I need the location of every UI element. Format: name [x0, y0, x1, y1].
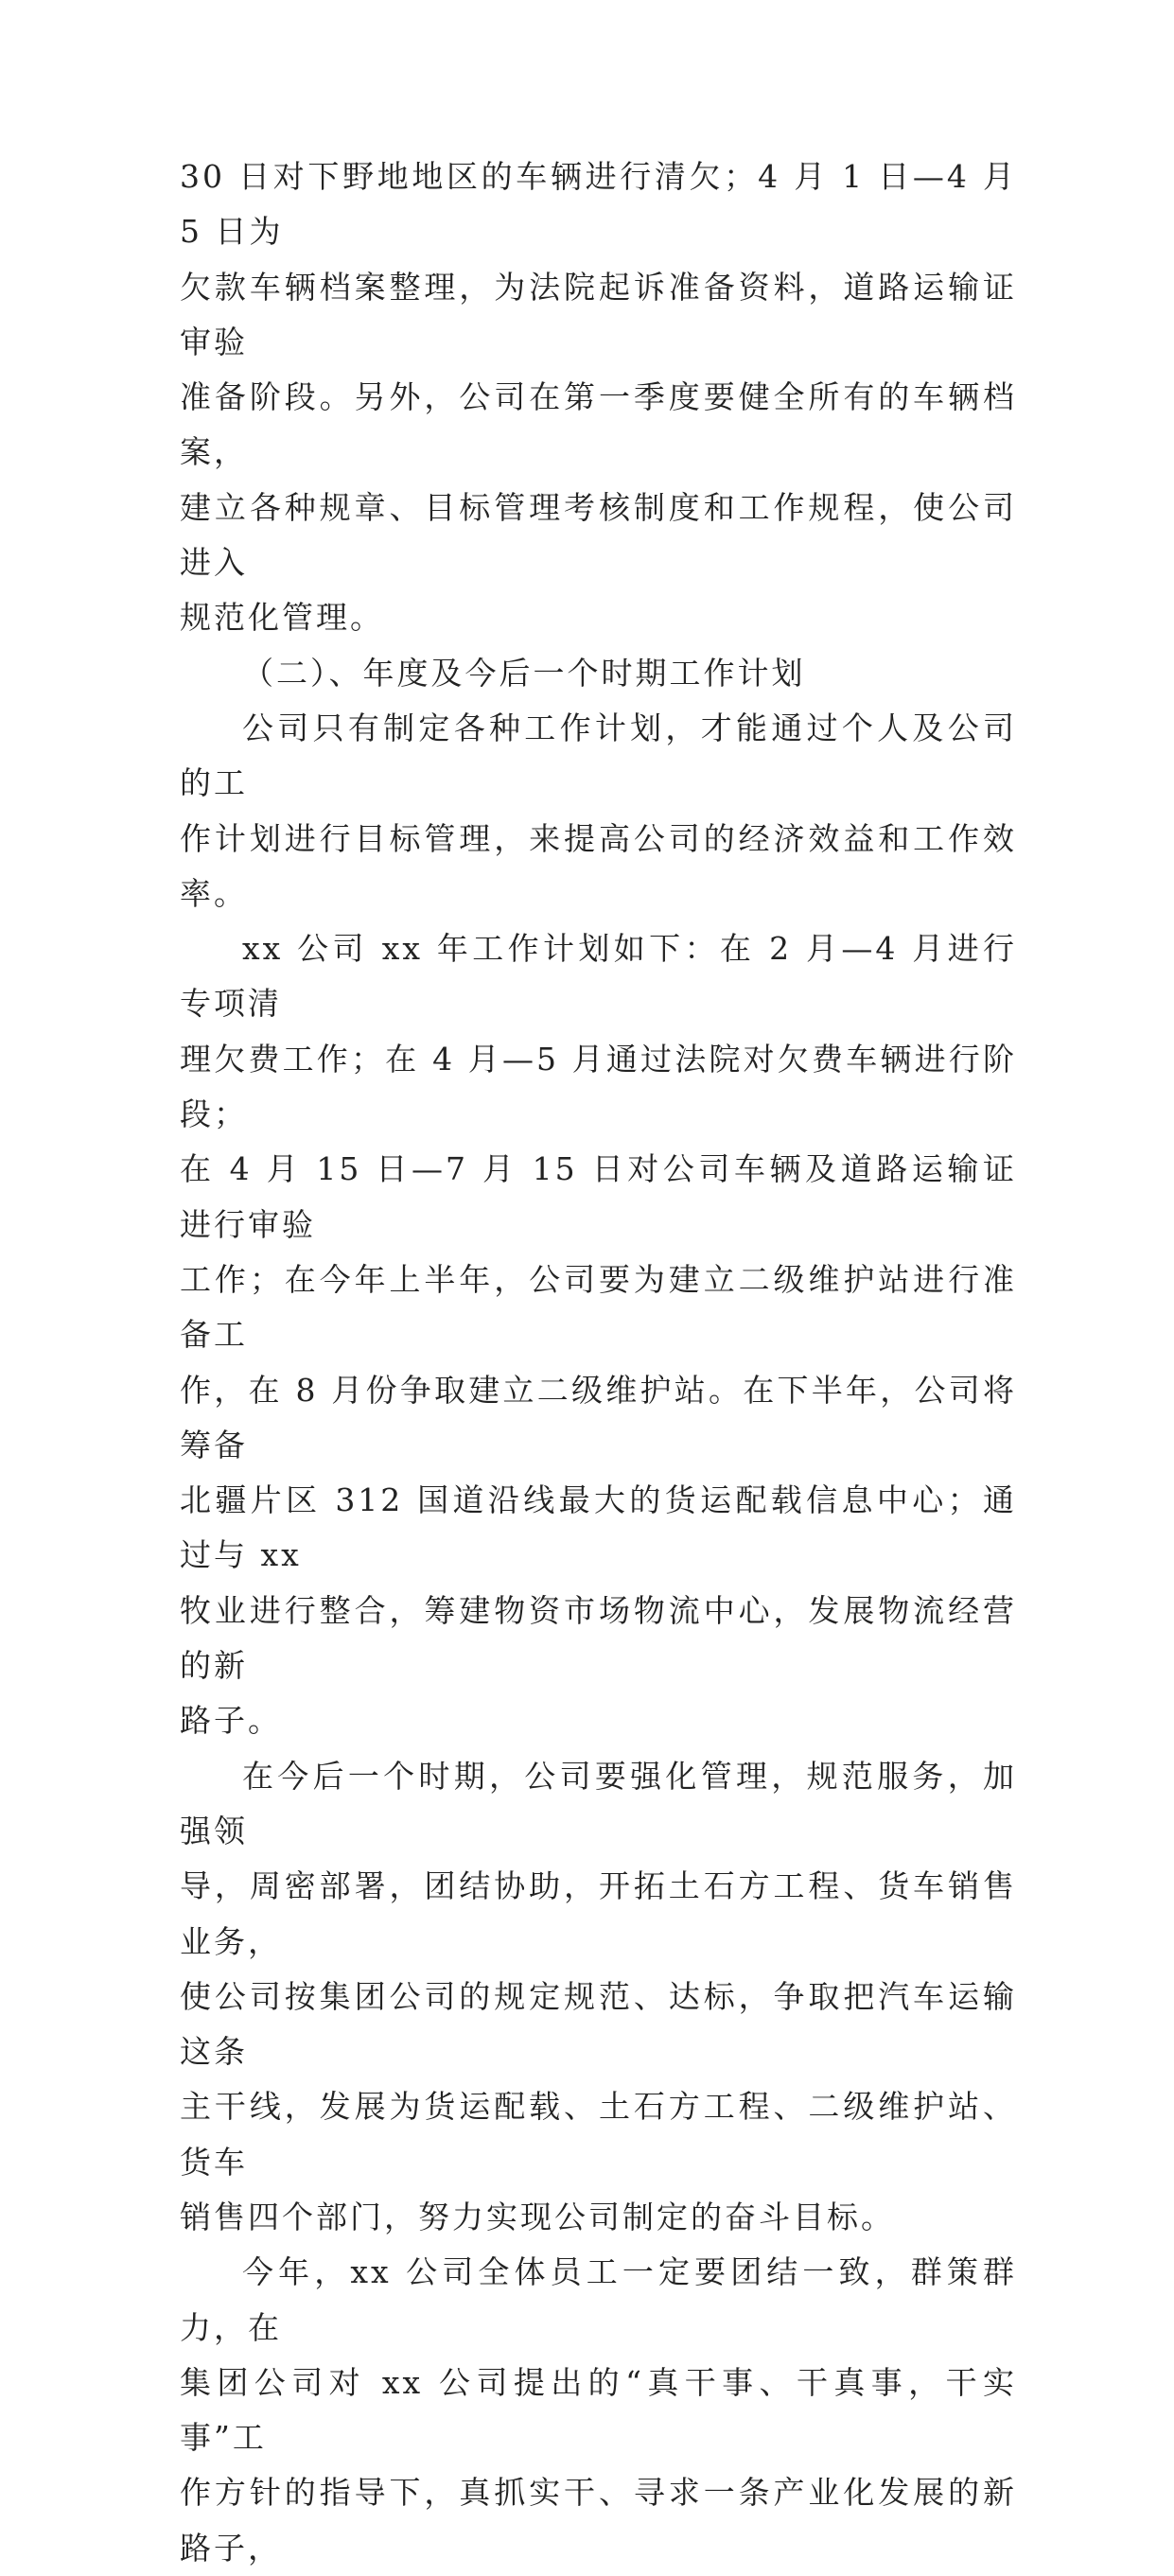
text-line: 作计划进行目标管理，来提高公司的经济效益和工作效率。: [180, 819, 1017, 912]
text-line: 规范化管理。: [180, 599, 384, 637]
text-line: 作，在 8 月份争取建立二级维护站。在下半年，公司将筹备: [180, 1371, 1017, 1463]
text-line: 公司只有制定各种工作计划，才能通过个人及公司的工: [180, 709, 1017, 802]
text-line: 主干线，发展为货运配载、土石方工程、二级维护站、货车: [180, 2088, 1017, 2181]
paragraph-this-year: [180, 2245, 1017, 2576]
text-line: 北疆片区 312 国道沿线最大的货运配载信息中心；通过与 xx: [180, 1481, 1017, 1574]
text-line: 理欠费工作；在 4 月—5 月通过法院对欠费车辆进行阶段；: [180, 1040, 1017, 1133]
document-body: [180, 149, 1017, 2576]
paragraph-future-period: [180, 1749, 1017, 2246]
text-line: 在今后一个时期，公司要强化管理，规范服务，加强领: [180, 1757, 1017, 1849]
text-line: 集团公司对 xx 公司提出的“真干事、干真事，干实事”工: [180, 2363, 1017, 2457]
text-line: 销售四个部门，努力实现公司制定的奋斗目标。: [180, 2198, 895, 2235]
section-heading: [180, 646, 1017, 701]
text-line: 路子。: [180, 1702, 282, 1740]
text-line: xx 公司 xx 年工作计划如下：在 2 月—4 月进行专项清: [180, 930, 1017, 1023]
text-line: 在 4 月 15 日—7 月 15 日对公司车辆及道路运输证进行审验: [180, 1150, 1017, 1243]
text-line: 30 日对下野地地区的车辆进行清欠；4 月 1 日—4 月 5 日为: [180, 158, 1017, 251]
heading-text: （二）、年度及今后一个时期工作计划: [242, 654, 806, 692]
paragraph-annual-plan: [180, 921, 1017, 1748]
text-line: 作方针的指导下，真抓实干、寻求一条产业化发展的新路子，: [180, 2474, 1017, 2567]
text-line: 建立各种规章、目标管理考核制度和工作规程，使公司进入: [180, 488, 1017, 582]
text-line: 准备阶段。另外，公司在第一季度要健全所有的车辆档案，: [180, 378, 1017, 471]
text-line: 欠款车辆档案整理，为法院起诉准备资料，道路运输证审验: [180, 268, 1017, 360]
paragraph-work-plan-intro: [180, 701, 1017, 921]
text-line: 使公司按集团公司的规定规范、达标，争取把汽车运输这条: [180, 1977, 1017, 2071]
text-line: 工作；在今年上半年，公司要为建立二级维护站进行准备工: [180, 1260, 1017, 1354]
text-line: 今年，xx 公司全体员工一定要团结一致，群策群力，在: [180, 2253, 1017, 2346]
text-line: 导，周密部署，团结协助，开拓土石方工程、货车销售业务，: [180, 1867, 1017, 1960]
text-line: 牧业进行整合，筹建物资市场物流中心，发展物流经营的新: [180, 1591, 1017, 1685]
paragraph-vehicle-arrears: [180, 149, 1017, 646]
